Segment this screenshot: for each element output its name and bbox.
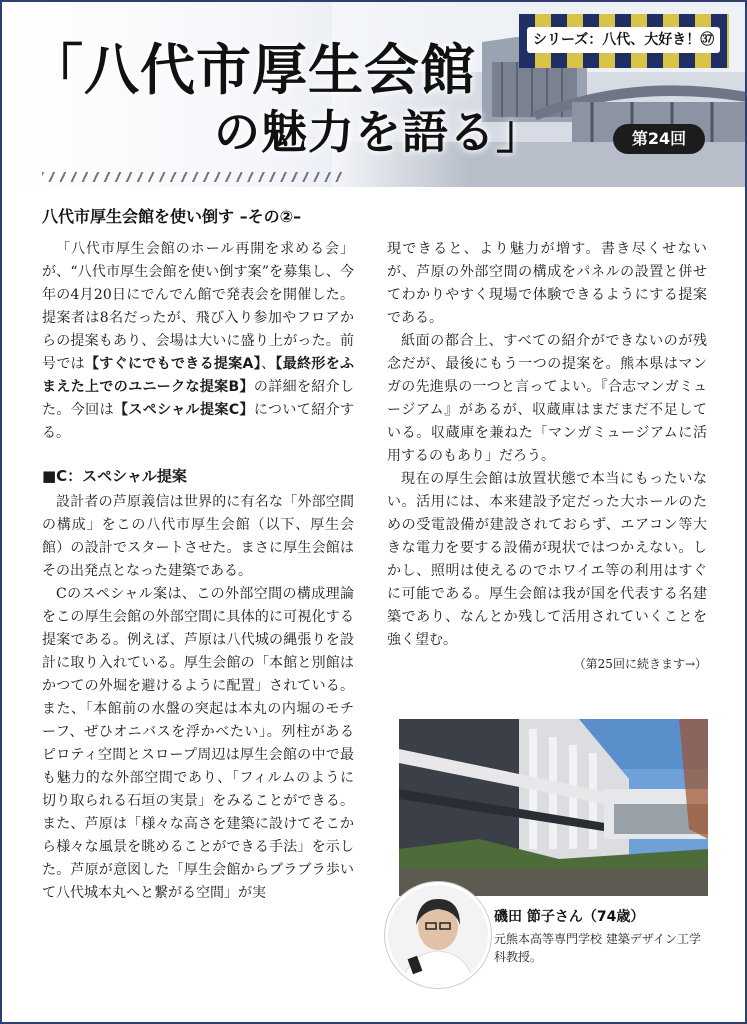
series-banner bbox=[519, 14, 729, 68]
author-name: 磯田 節子さん（74歳） bbox=[494, 909, 645, 925]
header-banner bbox=[2, 2, 745, 187]
right-paragraph-3: 現在の厚生会館は放置状態で本当にもったいない。活用には、本来建設予定だった大ホールのための受電設備が建設されておらず、エアコン等大きな電力を要する設備が現状ではつかえない。しかし、照明は使えるのでホワイエ等の利用はすぐに可能である。厚生会館は我が国を代表する名建築であり、なんとか残して活用されていくことを強く望む。 bbox=[387, 471, 707, 648]
author-role: 元熊本高等専門学校 建築デザイン工学科教授。 bbox=[494, 932, 701, 964]
author-portrait bbox=[385, 882, 491, 988]
right-paragraph-1: 現できると、より魅力が増す。書き尽くせないが、芦原の外部空間の構成をパネルの設置と併せてわかりやすく現場で体験できるようにする提案である。 bbox=[387, 241, 707, 326]
text-run: について紹介する。 bbox=[42, 402, 354, 441]
left-paragraph-3: Cのスペシャル案は、この外部空間の構成理論をこの厚生会館の外部空間に具体的に可視化する提案である。例えば、芦原は八代城の縄張りを設計に取り入れている。厚生会館の「本館と別館はかつての外堀を避けるように配置」されている。また、「本館前の水盤の突起は本丸の内堀のモチーフ、ぜひオニバスを浮かべたい」。列柱があるピロティ空間とスロープ周辺は厚生会館の中で最も魅力的な外部空間であり、「フィルムのように切り取られる石垣の実景」をみることができる。また、芦原は「様々な高さを建築に設けてそこから様々な風景を眺めることができる手法」を示した。芦原が意図した「厚生会館からブラブラ歩いて八代城本丸へと繋がる空間」が実 bbox=[42, 586, 354, 901]
text-run: 、 bbox=[261, 356, 276, 372]
series-label: シリーズ：八代、大好き！㊲ bbox=[527, 27, 720, 53]
building-photo bbox=[399, 719, 708, 896]
continued-note: （第25回に続きます→） bbox=[573, 657, 707, 671]
right-column bbox=[387, 238, 707, 674]
person-icon bbox=[388, 885, 488, 985]
right-paragraph-2: 紙面の都合上、すべての紹介ができないのが残念だが、最後にもう一つの提案を。熊本県はマンガの先進県の一つと言ってよい。『合志マンガミュージアム』があるが、収蔵庫はまだまだ不足している。収蔵庫を兼ねた「マンガミュージアムに活用するのもあり」だろう。 bbox=[387, 333, 707, 464]
decorative-slashes bbox=[42, 172, 342, 182]
text-run: 「八代市厚生会館のホール再開を求める会」が、“八代市厚生会館を使い倒す案”を募集し、今年の4月20日にでんでん館で発表会を開催した。提案者は8名だったが、飛び入り参加やフロアからの提案もあり、会場は大いに盛り上がった。前号では bbox=[42, 241, 354, 372]
section-heading: ■C：スペシャル提案 bbox=[42, 467, 187, 485]
left-column bbox=[42, 238, 354, 905]
article-title-line2: の魅力を語る」 bbox=[214, 105, 543, 159]
bold-text-run: 【最終形をふまえた上でのユニークな提案B】 bbox=[42, 356, 355, 395]
text-run: の詳細を紹介した。今回は bbox=[42, 379, 354, 418]
article-subtitle: 八代市厚生会館を使い倒す –その②– bbox=[42, 207, 302, 226]
left-paragraph-2: 設計者の芦原義信は世界的に有名な「外部空間の構成」をこの八代市厚生会館（以下、厚生会館）の設計でスタートさせた。まさに厚生会館はその出発点となった建築である。 bbox=[42, 494, 354, 579]
bold-text-run: 【スペシャル提案C】 bbox=[113, 402, 254, 418]
episode-badge: 第24回 bbox=[613, 124, 705, 154]
article-title-line1: 「八代市厚生会館 bbox=[28, 37, 477, 102]
bold-text-run: 【すぐにでもできる提案A】 bbox=[84, 356, 262, 372]
left-paragraph-1 bbox=[42, 238, 354, 445]
